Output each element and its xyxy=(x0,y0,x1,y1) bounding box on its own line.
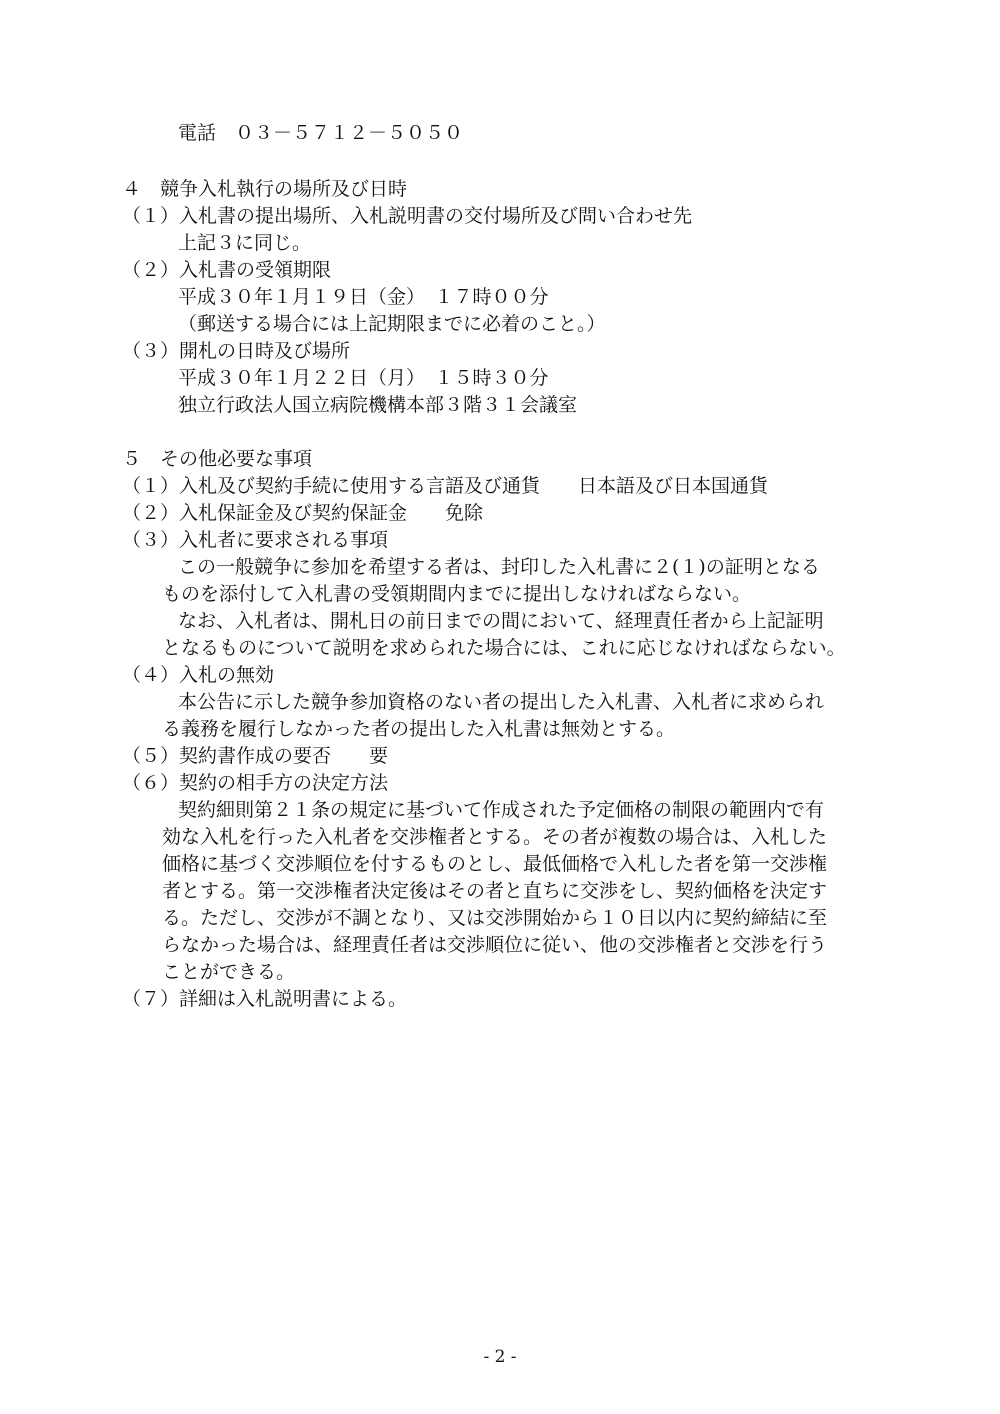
section-5-item-6-line: 価格に基づく交渉順位を付するものとし、最低価格で入札した者を第一交渉権 xyxy=(162,853,828,875)
section-5-item-7: （７）詳細は入札説明書による。 xyxy=(122,988,408,1010)
section-4-item-2-title: （２）入札書の受領期限 xyxy=(122,259,332,281)
section-4-item-3-datetime: 平成３０年１月２２日（月） １５時３０分 xyxy=(178,367,549,389)
section-5-item-6-line: る。ただし、交渉が不調となり、又は交渉開始から１０日以内に契約締結に至 xyxy=(162,907,828,929)
page-number: - 2 - xyxy=(483,1347,517,1367)
section-5-item-4-line: る義務を履行しなかった者の提出した入札書は無効とする。 xyxy=(162,718,676,740)
section-4-item-2-deadline: 平成３０年１月１９日（金） １７時００分 xyxy=(178,286,549,308)
section-5-item-1: （１）入札及び契約手続に使用する言語及び通貨 日本語及び日本国通貨 xyxy=(122,475,769,497)
section-5-item-4-title: （４）入札の無効 xyxy=(122,664,275,686)
section-5-item-3-line: ものを添付して入札書の受領期間内までに提出しなければならない。 xyxy=(162,583,752,605)
section-5-item-6-title: （６）契約の相手方の決定方法 xyxy=(122,772,389,794)
section-5-item-6-line: 効な入札を行った入札者を交渉権者とする。その者が複数の場合は、入札した xyxy=(162,826,828,848)
section-5-item-6-line: 契約細則第２１条の規定に基づいて作成された予定価格の制限の範囲内で有 xyxy=(178,799,825,821)
section-5-item-6-line: らなかった場合は、経理責任者は交渉順位に従い、他の交渉権者と交渉を行う xyxy=(162,934,828,956)
section-4-heading: ４ 競争入札執行の場所及び日時 xyxy=(122,178,408,200)
section-5-item-6-line: 者とする。第一交渉権者決定後はその者と直ちに交渉をし、契約価格を決定す xyxy=(162,880,828,902)
section-5-item-3-line: この一般競争に参加を希望する者は、封印した入札書に２(１)の証明となる xyxy=(178,556,820,578)
section-5-item-3-line: なお、入札者は、開札日の前日までの間において、経理責任者から上記証明 xyxy=(178,610,824,632)
section-4-item-3-place: 独立行政法人国立病院機構本部３階３１会議室 xyxy=(178,394,578,416)
section-5-item-3-title: （３）入札者に要求される事項 xyxy=(122,529,389,551)
section-5-item-4-line: 本公告に示した競争参加資格のない者の提出した入札書、入札者に求められ xyxy=(178,691,825,713)
section-5-item-6-line: ことができる。 xyxy=(162,961,296,983)
section-5-item-3-line: となるものについて説明を求められた場合には、これに応じなければならない。 xyxy=(162,637,846,659)
section-5-heading: ５ その他必要な事項 xyxy=(122,448,313,470)
section-5-item-5: （５）契約書作成の要否 要 xyxy=(122,745,389,767)
section-4-item-1-title: （１）入札書の提出場所、入札説明書の交付場所及び問い合わせ先 xyxy=(122,205,693,227)
section-4-item-2-note: （郵送する場合には上記期限までに必着のこと。） xyxy=(178,313,606,335)
phone-line: 電話 ０３－５７１２－５０５０ xyxy=(178,122,464,144)
section-5-item-2: （２）入札保証金及び契約保証金 免除 xyxy=(122,502,484,524)
section-4-item-1-body: 上記３に同じ。 xyxy=(178,232,312,254)
section-4-item-3-title: （３）開札の日時及び場所 xyxy=(122,340,351,362)
